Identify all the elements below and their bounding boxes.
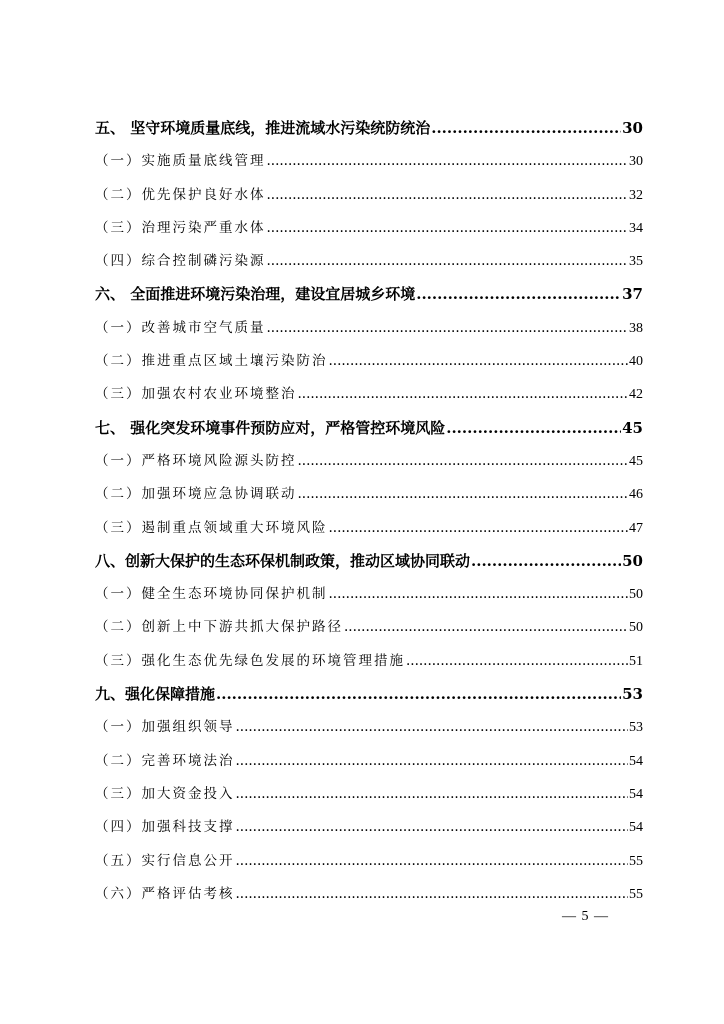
toc-entry-title: （二）优先保护良好水体 <box>95 186 266 203</box>
dot-leader <box>236 711 629 744</box>
toc-entry-title: （四）综合控制磷污染源 <box>95 253 266 270</box>
toc-entry-page-number: 50 <box>629 587 643 603</box>
toc-section-entry[interactable] <box>95 445 643 478</box>
toc-entry-title: （二）完善环境法治 <box>95 752 235 769</box>
toc-entry-page-number: 35 <box>629 254 643 270</box>
toc-entry-title: （三）治理污染严重水体 <box>95 219 266 236</box>
toc-section-entry[interactable] <box>95 578 643 611</box>
toc-chapter-entry[interactable] <box>95 412 643 445</box>
dot-leader <box>406 645 628 678</box>
toc-entry-title: （三）强化生态优先绿色发展的环境管理措施 <box>95 652 405 669</box>
dot-leader <box>236 878 629 911</box>
toc-entry-title: 八、创新大保护的生态环保机制政策，推动区域协同联动 <box>95 551 471 570</box>
toc-section-entry[interactable] <box>95 179 643 212</box>
toc-entry-page-number: 53 <box>622 685 643 704</box>
dot-leader <box>298 445 629 478</box>
dot-leader <box>267 145 629 178</box>
toc-entry-page-number: 30 <box>629 154 643 170</box>
toc-chapter-entry[interactable] <box>95 278 643 311</box>
toc-entry-page-number: 47 <box>629 520 643 536</box>
dot-leader <box>431 112 621 145</box>
dot-leader <box>216 678 621 711</box>
dot-leader <box>471 545 621 578</box>
toc-section-entry[interactable] <box>95 745 643 778</box>
toc-section-entry[interactable] <box>95 312 643 345</box>
dot-leader <box>329 578 629 611</box>
toc-entry-page-number: 30 <box>622 119 643 137</box>
toc-section-entry[interactable] <box>95 345 643 378</box>
toc-chapter-entry[interactable] <box>95 678 643 711</box>
dot-leader <box>329 512 629 545</box>
toc-entry-page-number: 54 <box>629 786 643 802</box>
toc-chapter-entry[interactable] <box>95 545 643 578</box>
toc-section-entry[interactable] <box>95 645 643 678</box>
toc-entry-page-number: 55 <box>629 853 643 869</box>
table-of-contents <box>95 112 643 911</box>
toc-entry-title: （三）加强农村农业环境整治 <box>95 386 297 403</box>
dot-leader <box>236 845 629 878</box>
dot-leader <box>236 778 629 811</box>
toc-section-entry[interactable] <box>95 878 643 911</box>
toc-section-entry[interactable] <box>95 778 643 811</box>
toc-entry-page-number: 53 <box>629 720 643 736</box>
dot-leader <box>267 312 629 345</box>
toc-chapter-entry[interactable] <box>95 112 643 145</box>
page-number: — 5 — <box>562 909 609 924</box>
dot-leader <box>267 212 629 245</box>
toc-entry-title: 五、 坚守环境质量底线，推进流域水污染统防统治 <box>95 119 431 137</box>
toc-entry-page-number: 37 <box>622 285 643 304</box>
toc-entry-title: （二）加强环境应急协调联动 <box>95 486 297 503</box>
toc-entry-title: （二）推进重点区域土壤污染防治 <box>95 353 328 370</box>
toc-entry-page-number: 45 <box>622 418 643 437</box>
toc-entry-title: （一）严格环境风险源头防控 <box>95 452 297 469</box>
toc-entry-page-number: 32 <box>629 187 643 203</box>
toc-section-entry[interactable] <box>95 212 643 245</box>
toc-entry-page-number: 40 <box>629 354 643 370</box>
dot-leader <box>344 611 628 644</box>
toc-section-entry[interactable] <box>95 478 643 511</box>
toc-section-entry[interactable] <box>95 512 643 545</box>
dot-leader <box>446 412 621 445</box>
toc-entry-page-number: 54 <box>629 753 643 769</box>
toc-section-entry[interactable] <box>95 611 643 644</box>
toc-entry-page-number: 50 <box>629 620 643 636</box>
toc-section-entry[interactable] <box>95 711 643 744</box>
toc-section-entry[interactable] <box>95 245 643 278</box>
toc-entry-title: （一）健全生态环境协同保护机制 <box>95 586 328 603</box>
toc-entry-title: （一）加强组织领导 <box>95 719 235 736</box>
toc-section-entry[interactable] <box>95 811 643 844</box>
dot-leader <box>329 345 629 378</box>
toc-entry-page-number: 34 <box>629 220 643 236</box>
dot-leader <box>416 278 621 311</box>
dot-leader <box>267 179 629 212</box>
toc-entry-page-number: 42 <box>629 387 643 403</box>
toc-entry-page-number: 51 <box>629 653 643 669</box>
toc-section-entry[interactable] <box>95 145 643 178</box>
toc-entry-title: （四）加强科技支撑 <box>95 819 235 836</box>
dot-leader <box>236 811 629 844</box>
toc-entry-title: 九、强化保障措施 <box>95 685 216 704</box>
dot-leader <box>298 378 629 411</box>
toc-section-entry[interactable] <box>95 378 643 411</box>
toc-entry-page-number: 50 <box>622 551 643 570</box>
toc-entry-title: 六、 全面推进环境污染治理，建设宜居城乡环境 <box>95 285 416 304</box>
toc-entry-title: （二）创新上中下游共抓大保护路径 <box>95 619 343 636</box>
toc-entry-title: （三）遏制重点领域重大环境风险 <box>95 519 328 536</box>
toc-entry-page-number: 46 <box>629 487 643 503</box>
dot-leader <box>236 745 629 778</box>
toc-entry-title: （一）改善城市空气质量 <box>95 319 266 336</box>
dot-leader <box>267 245 629 278</box>
dot-leader <box>298 478 629 511</box>
toc-section-entry[interactable] <box>95 845 643 878</box>
toc-entry-title: 七、 强化突发环境事件预防应对，严格管控环境风险 <box>95 418 446 437</box>
toc-entry-title: （五）实行信息公开 <box>95 852 235 869</box>
toc-entry-title: （三）加大资金投入 <box>95 785 235 802</box>
toc-entry-page-number: 45 <box>629 453 643 469</box>
toc-entry-title: （一）实施质量底线管理 <box>95 153 266 170</box>
toc-entry-page-number: 55 <box>629 886 643 902</box>
toc-entry-title: （六）严格评估考核 <box>95 885 235 902</box>
toc-entry-page-number: 54 <box>629 820 643 836</box>
toc-entry-page-number: 38 <box>629 320 643 336</box>
